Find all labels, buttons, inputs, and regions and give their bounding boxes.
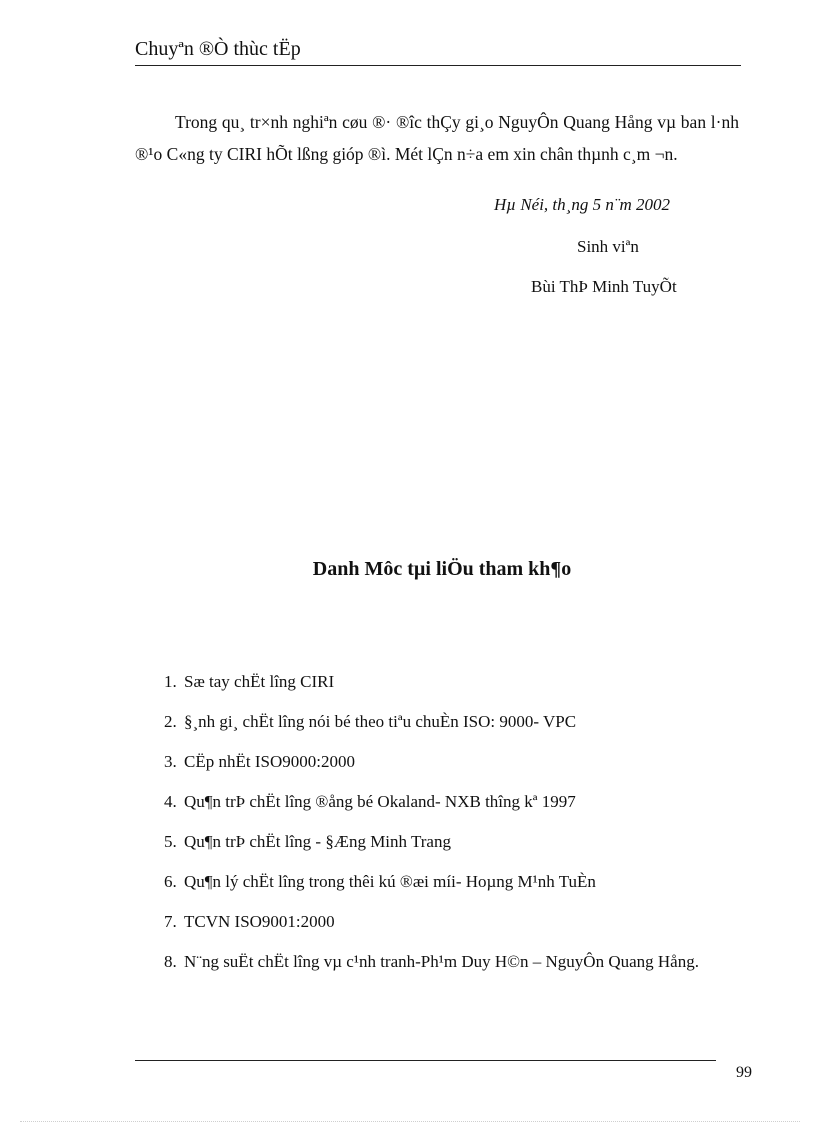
acknowledgement-paragraph: Trong qu¸ tr×nh nghiªn cøu ®· ®îc thÇy gi¸o NguyÔn Quang Hång vµ ban l·nh ®¹o C«ng ty CIRI hÕt lßng gióp ®ì. Mét lÇn n÷a em xin chân thµnh c¸m ¬n. bbox=[135, 111, 739, 164]
reference-item bbox=[164, 662, 738, 702]
reference-item bbox=[164, 902, 738, 942]
reference-number: 3. bbox=[164, 752, 177, 771]
reference-item bbox=[164, 945, 738, 979]
page-number: 99 bbox=[736, 1064, 752, 1081]
reference-number: 5. bbox=[164, 832, 177, 851]
references-list bbox=[164, 662, 738, 979]
reference-text: CËp nhËt ISO9000:2000 bbox=[184, 752, 355, 771]
reference-text: TCVN ISO9001:2000 bbox=[184, 912, 335, 931]
references-heading: Danh Môc tµi liÖu tham kh¶o bbox=[312, 558, 572, 580]
reference-item bbox=[164, 862, 738, 902]
reference-text: N¨ng suËt chËt lîng vµ c¹nh tranh-Ph¹m Duy H©n – NguyÔn Quang Hång. bbox=[184, 952, 699, 971]
footer-divider bbox=[135, 1060, 716, 1061]
header-divider bbox=[135, 65, 741, 66]
reference-text: Qu¶n lý chËt lîng trong thêi kú ®æi míi- Hoµng M¹nh TuÈn bbox=[184, 872, 596, 891]
header-title: Chuyªn ®Ò thùc tËp bbox=[135, 38, 301, 60]
reference-number: 2. bbox=[164, 712, 177, 731]
reference-text: Sæ tay chËt lîng CIRI bbox=[184, 672, 335, 691]
reference-number: 8. bbox=[164, 952, 177, 971]
reference-item bbox=[164, 702, 738, 742]
signature-date: Hµ Néi, th¸ng 5 n¨m 2002 bbox=[494, 195, 671, 214]
reference-text: Qu¶n trÞ chËt lîng ®ång bé Okaland- NXB thîng kª 1997 bbox=[184, 792, 576, 811]
reference-item bbox=[164, 742, 738, 782]
reference-item bbox=[164, 822, 738, 862]
reference-number: 6. bbox=[164, 872, 177, 891]
reference-text: Qu¶n trÞ chËt lîng - §Æng Minh Trang bbox=[184, 832, 451, 851]
reference-number: 7. bbox=[164, 912, 177, 931]
signature-role: Sinh viªn bbox=[577, 237, 639, 256]
signature-name: Bùi ThÞ Minh TuyÕt bbox=[531, 277, 677, 296]
reference-item bbox=[164, 782, 738, 822]
reference-number: 1. bbox=[164, 672, 177, 691]
reference-text: §¸nh gi¸ chËt lîng nói bé theo tiªu chuÈn ISO: 9000- VPC bbox=[184, 712, 577, 731]
page-edge-divider bbox=[20, 1121, 800, 1122]
reference-number: 4. bbox=[164, 792, 177, 811]
